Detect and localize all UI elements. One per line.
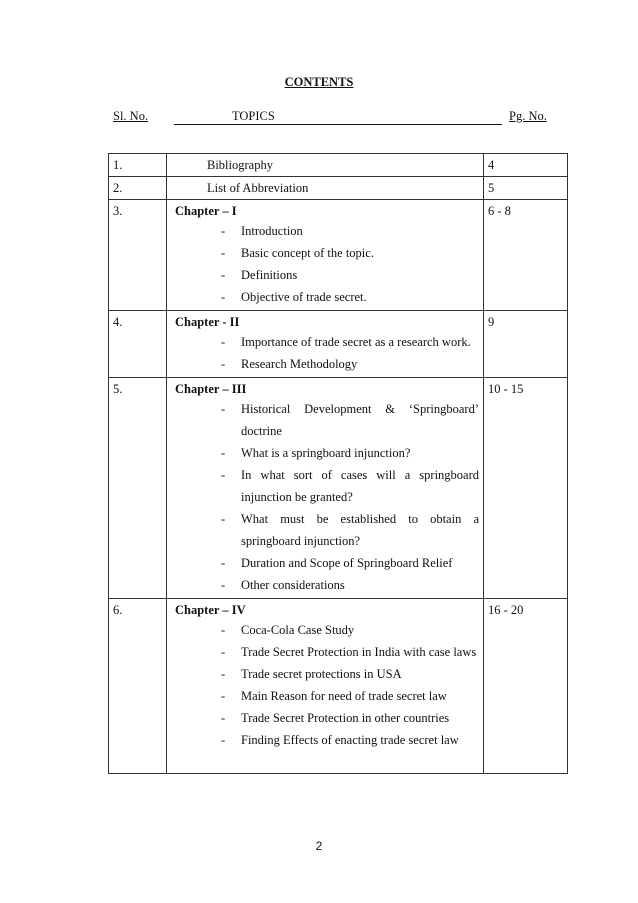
dash-marker: - bbox=[221, 402, 226, 416]
topic-cell bbox=[167, 154, 484, 177]
list-item-text: Other considerations bbox=[241, 578, 345, 592]
page-number: 2 bbox=[315, 839, 323, 853]
dash-marker: - bbox=[221, 357, 226, 371]
list-item-text: Main Reason for need of trade secret law bbox=[241, 689, 447, 703]
sl-no-cell: 6. bbox=[109, 599, 167, 774]
page-title: CONTENTS bbox=[284, 75, 354, 89]
dash-marker: - bbox=[221, 468, 226, 482]
list-item bbox=[221, 464, 479, 508]
list-item bbox=[221, 552, 479, 574]
sl-no-cell: 5. bbox=[109, 378, 167, 599]
dash-marker: - bbox=[221, 335, 226, 349]
topic-cell bbox=[167, 311, 484, 378]
list-item-text: Finding Effects of enacting trade secret law bbox=[241, 733, 459, 747]
header-topics-label: TOPICS bbox=[232, 109, 275, 123]
list-item-text: In what sort of cases will a springboard injunction be granted? bbox=[241, 468, 479, 504]
list-item bbox=[221, 242, 479, 264]
list-item bbox=[221, 508, 479, 552]
chapter-heading: Chapter - II bbox=[175, 315, 240, 329]
dash-marker: - bbox=[221, 224, 226, 238]
dash-marker: - bbox=[221, 645, 226, 659]
dash-marker: - bbox=[221, 556, 226, 570]
list-item-text: Objective of trade secret. bbox=[241, 290, 367, 304]
list-item bbox=[221, 663, 479, 685]
list-item-text: What is a springboard injunction? bbox=[241, 446, 411, 460]
table-row bbox=[109, 599, 568, 774]
list-item-text: Research Methodology bbox=[241, 357, 358, 371]
dash-marker: - bbox=[221, 733, 226, 747]
table-row bbox=[109, 378, 568, 599]
page-range-cell: 5 bbox=[484, 177, 568, 200]
sl-no-cell: 2. bbox=[109, 177, 167, 200]
topic-list bbox=[171, 619, 479, 751]
list-item bbox=[221, 264, 479, 286]
chapter-heading: Chapter – I bbox=[175, 204, 237, 218]
list-item-text: Importance of trade secret as a research work. bbox=[241, 335, 471, 349]
chapter-heading: Chapter – III bbox=[175, 382, 247, 396]
list-item bbox=[221, 220, 479, 242]
topic-cell bbox=[167, 599, 484, 774]
list-item-text: Introduction bbox=[241, 224, 303, 238]
page-range-cell: 9 bbox=[484, 311, 568, 378]
table-row bbox=[109, 200, 568, 311]
sl-no-cell: 1. bbox=[109, 154, 167, 177]
list-item-text: Trade Secret Protection in India with case laws bbox=[241, 645, 477, 659]
topic-cell bbox=[167, 378, 484, 599]
dash-marker: - bbox=[221, 268, 226, 282]
chapter-heading: Chapter – IV bbox=[175, 603, 246, 617]
header-pg-no: Pg. No. bbox=[509, 109, 547, 123]
dash-marker: - bbox=[221, 711, 226, 725]
dash-marker: - bbox=[221, 512, 226, 526]
dash-marker: - bbox=[221, 446, 226, 460]
list-item bbox=[221, 574, 479, 596]
header-topics bbox=[174, 109, 502, 125]
page-range-cell: 10 - 15 bbox=[484, 378, 568, 599]
list-item-text: Trade secret protections in USA bbox=[241, 667, 402, 681]
dash-marker: - bbox=[221, 623, 226, 637]
list-item bbox=[221, 619, 479, 641]
topic-cell bbox=[167, 177, 484, 200]
list-item bbox=[221, 729, 479, 751]
topic-cell bbox=[167, 200, 484, 311]
dash-marker: - bbox=[221, 246, 226, 260]
topic-list bbox=[171, 398, 479, 596]
list-item-text: Definitions bbox=[241, 268, 298, 282]
dash-marker: - bbox=[221, 578, 226, 592]
sl-no-cell: 3. bbox=[109, 200, 167, 311]
topic-list bbox=[171, 220, 479, 308]
page-range-cell: 16 - 20 bbox=[484, 599, 568, 774]
table-row bbox=[109, 177, 568, 200]
list-item bbox=[221, 398, 479, 442]
header-sl-no: Sl. No. bbox=[113, 109, 149, 123]
list-item-text: Duration and Scope of Springboard Relief bbox=[241, 556, 453, 570]
topic-label: List of Abbreviation bbox=[207, 181, 309, 195]
table-row bbox=[109, 311, 568, 378]
list-item-text: Coca-Cola Case Study bbox=[241, 623, 355, 637]
contents-table bbox=[108, 153, 568, 774]
topic-label: Bibliography bbox=[207, 158, 273, 172]
dash-marker: - bbox=[221, 689, 226, 703]
list-item bbox=[221, 685, 479, 707]
list-item-text: Trade Secret Protection in other countries bbox=[241, 711, 450, 725]
page-range-cell: 6 - 8 bbox=[484, 200, 568, 311]
list-item bbox=[221, 442, 479, 464]
list-item-text: What must be established to obtain a springboard injunction? bbox=[241, 512, 479, 548]
list-item-text: Basic concept of the topic. bbox=[241, 246, 374, 260]
dash-marker: - bbox=[221, 290, 226, 304]
list-item bbox=[221, 641, 479, 663]
sl-no-cell: 4. bbox=[109, 311, 167, 378]
list-item bbox=[221, 353, 479, 375]
list-item bbox=[221, 286, 479, 308]
topic-list bbox=[171, 331, 479, 375]
list-item bbox=[221, 331, 479, 353]
table-row bbox=[109, 154, 568, 177]
page-range-cell: 4 bbox=[484, 154, 568, 177]
dash-marker: - bbox=[221, 667, 226, 681]
list-item-text: Historical Development & ‘Springboard’ doctrine bbox=[241, 402, 479, 438]
list-item bbox=[221, 707, 479, 729]
